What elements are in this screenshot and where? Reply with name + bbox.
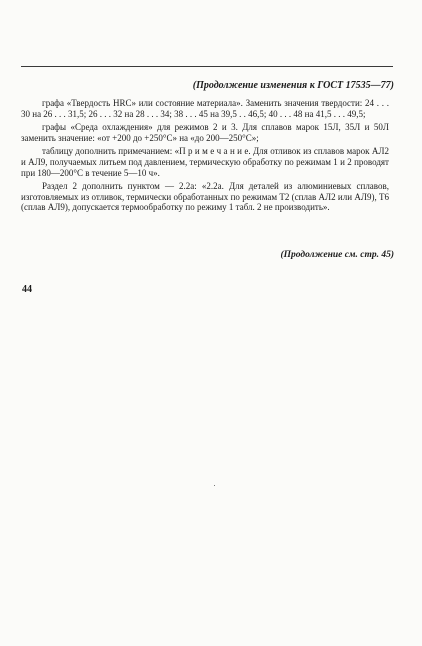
scan-speck (214, 485, 215, 486)
top-rule (21, 66, 393, 67)
body-text (21, 98, 389, 216)
paragraph-cooling: графы «Среда охлаждения» для режимов 2 и 3. Для сплавов марок 15Л, 35Л и 50Л заменить значение: «от +200 до +250°С» на «до 200—250°С»; (21, 122, 389, 143)
page-number: 44 (22, 284, 32, 295)
paragraph-section-2: Раздел 2 дополнить пунктом — 2.2а: «2.2а. Для деталей из алюминиевых сплавов, изготовляемых из отливок, термически обработанных по режимам Т2 (сплав АЛ2 или АЛ9), Т6 (сплав АЛ9), допускается термообработку по режиму 1 табл. 2 не производить». (21, 181, 389, 213)
continuation-header: (Продолжение изменения к ГОСТ 17535—77) (192, 80, 394, 91)
paragraph-hardness: графа «Твердость HRC» или состояние материала». Заменить значения твердости: 24 . . . 30 на 26 . . . 31,5; 26 . . . 32 на 28 . . . 34; 38 . . . 45 на 39,5 . . 46,5; 40 . . . 48 на 41,5 . . . 49,5; (21, 98, 389, 119)
paragraph-note: таблицу дополнить примечанием: «П р и м е ч а н и е. Для отливок из сплавов марок АЛ2 и АЛ9, получаемых литьем под давлением, термическую обработку по режимам 1 и 2 проводят при 180—200°С в течение 5—10 ч». (21, 146, 389, 178)
continuation-footer: (Продолжение см. стр. 45) (280, 250, 394, 260)
